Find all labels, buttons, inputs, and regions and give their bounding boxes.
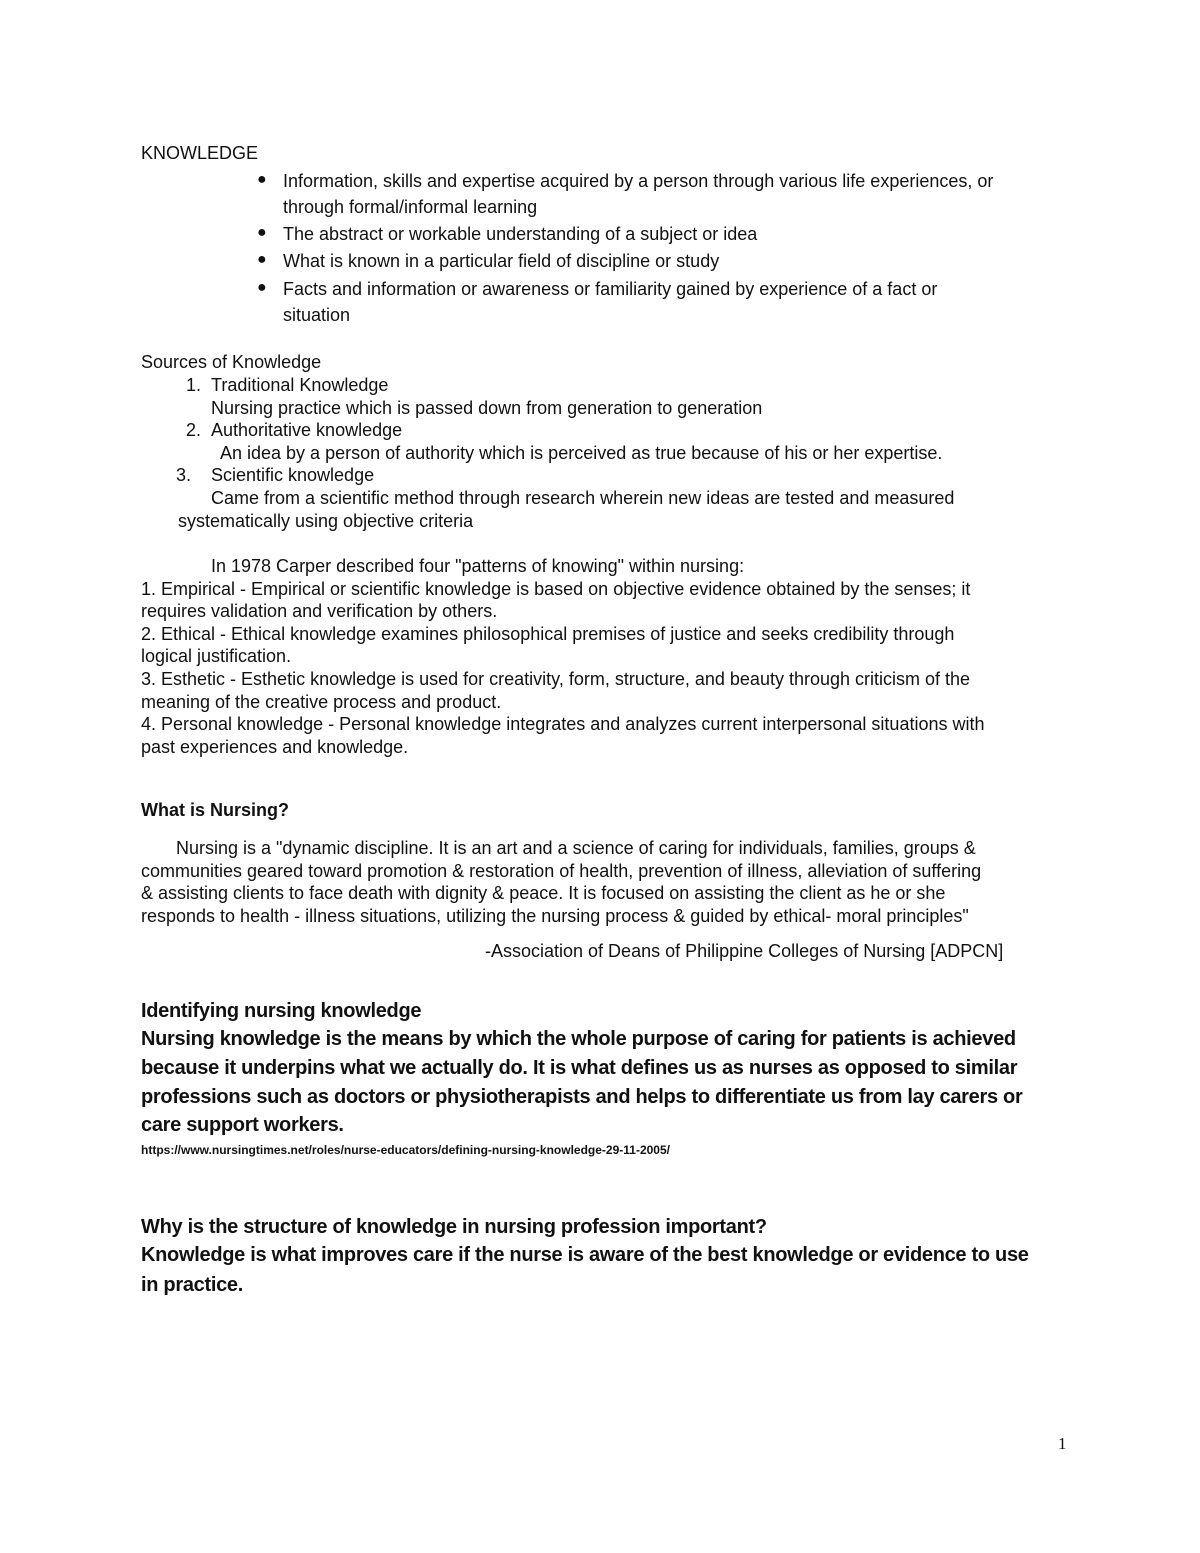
page-number: 1 [1058, 1434, 1067, 1453]
knowledge-bullet-1-line1: Information, skills and expertise acquired by a person through various life experiences, or [283, 171, 994, 191]
knowledge-bullet-2: The abstract or workable understanding of a subject or idea [283, 224, 758, 244]
bullet-icon: ● [257, 224, 267, 241]
carper-line: past experiences and knowledge. [141, 737, 409, 757]
why-heading: Why is the structure of knowledge in nursing profession important? [141, 1216, 767, 1238]
sources-item-1-title: Traditional Knowledge [211, 375, 389, 395]
sources-item-3-number: 3. [176, 465, 192, 485]
why-text-line: Knowledge is what improves care if the nurse is aware of the best knowledge or evidence to use [141, 1244, 1029, 1266]
sources-item-3-title: Scientific knowledge [211, 465, 375, 485]
carper-line: 2. Ethical - Ethical knowledge examines philosophical premises of justice and seeks credibility through [141, 624, 955, 644]
sources-item-2-number: 2. [186, 420, 202, 440]
knowledge-bullet-4-line1: Facts and information or awareness or familiarity gained by experience of a fact or [283, 279, 938, 299]
sources-item-2-title: Authoritative knowledge [211, 420, 403, 440]
sources-item-2-desc: An idea by a person of authority which is perceived as true because of his or her expertise. [220, 443, 943, 463]
bullet-icon: ● [257, 251, 267, 268]
identifying-text-line: Nursing knowledge is the means by which the whole purpose of caring for patients is achieved [141, 1028, 1016, 1050]
carper-line: meaning of the creative process and product. [141, 692, 502, 712]
identifying-heading: Identifying nursing knowledge [141, 1000, 422, 1022]
sources-item-1-desc: Nursing practice which is passed down from generation to generation [211, 398, 763, 418]
carper-line: 1. Empirical - Empirical or scientific knowledge is based on objective evidence obtained by the senses; it [141, 579, 971, 599]
carper-line: requires validation and verification by others. [141, 601, 498, 621]
sources-item-3-desc: Came from a scientific method through research wherein new ideas are tested and measured [211, 488, 955, 508]
knowledge-bullet-4-line2: situation [283, 305, 351, 325]
nursing-definition-line: responds to health - illness situations, utilizing the nursing process & guided by ethical- moral principles" [141, 906, 969, 926]
bullet-icon: ● [257, 171, 267, 188]
sources-item-1-number: 1. [186, 375, 202, 395]
nursing-attribution: -Association of Deans of Philippine Colleges of Nursing [ADPCN] [485, 941, 1004, 961]
bullet-icon: ● [257, 279, 267, 296]
identifying-text-line: care support workers. [141, 1114, 344, 1136]
identifying-text-line: because it underpins what we actually do. It is what defines us as nurses as opposed to similar [141, 1057, 1018, 1079]
knowledge-bullet-1-line2: through formal/informal learning [283, 197, 538, 217]
sources-heading: Sources of Knowledge [141, 352, 322, 372]
source-url-link[interactable]: https://www.nursingtimes.net/roles/nurse-educators/defining-nursing-knowledge-29-11-2005/ [141, 1143, 670, 1157]
identifying-text-line: professions such as doctors or physiotherapists and helps to differentiate us from lay carers or [141, 1086, 1023, 1108]
knowledge-heading: KNOWLEDGE [141, 143, 259, 163]
nursing-definition-line: communities geared toward promotion & restoration of health, prevention of illness, alleviation of suffering [141, 861, 982, 881]
carper-line: 3. Esthetic - Esthetic knowledge is used for creativity, form, structure, and beauty through criticism of the [141, 669, 971, 689]
carper-line: logical justification. [141, 646, 292, 666]
sources-item-3-desc-cont: systematically using objective criteria [178, 511, 474, 531]
knowledge-bullet-3: What is known in a particular field of discipline or study [283, 251, 720, 271]
carper-intro: In 1978 Carper described four "patterns of knowing" within nursing: [211, 556, 745, 576]
nursing-definition-line: & assisting clients to face death with dignity & peace. It is focused on assisting the client as he or she [141, 883, 946, 903]
why-text-line: in practice. [141, 1274, 243, 1296]
carper-line: 4. Personal knowledge - Personal knowledge integrates and analyzes current interpersonal situations with [141, 714, 985, 734]
nursing-heading: What is Nursing? [141, 800, 289, 820]
nursing-definition-line: Nursing is a "dynamic discipline. It is an art and a science of caring for individuals, families, groups & [176, 838, 976, 858]
